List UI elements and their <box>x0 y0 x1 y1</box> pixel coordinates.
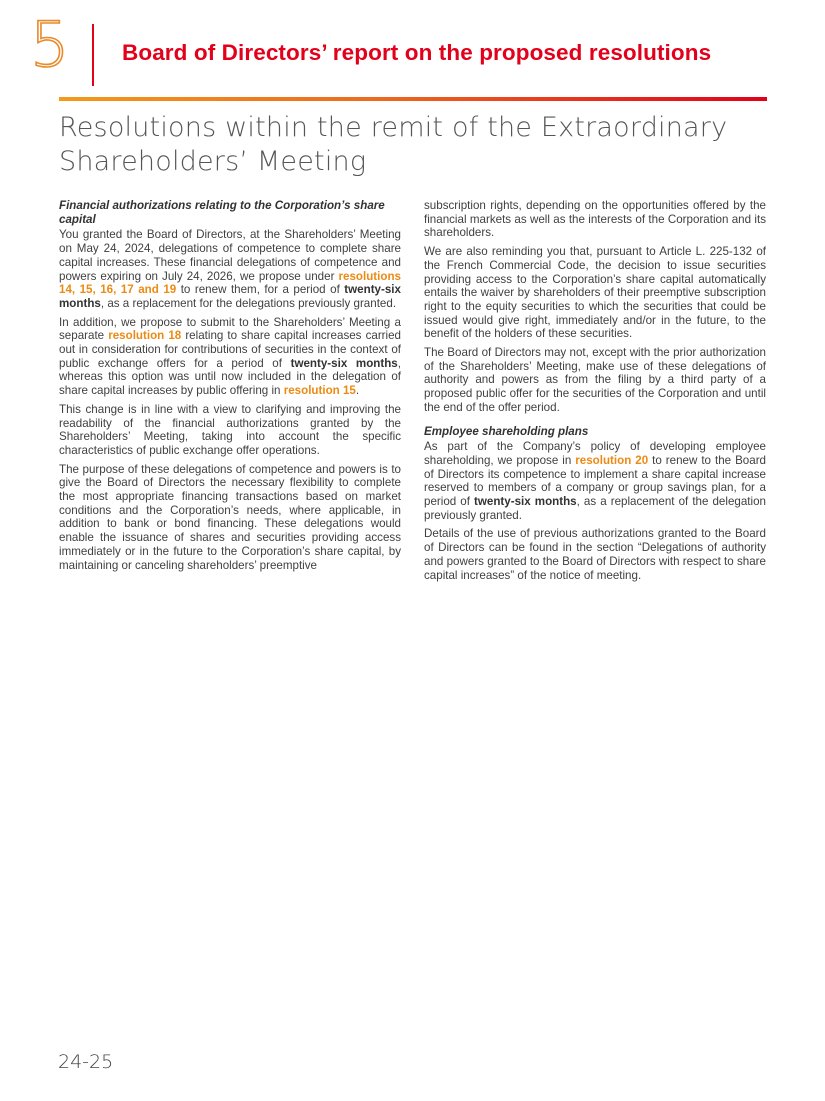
chapter-title: Board of Directors’ report on the proposed resolutions <box>122 40 712 65</box>
text-run: , as a replacement of the delegation previously granted. <box>424 495 766 522</box>
paragraph: subscription rights, depending on the opportunities offered by the financial markets as well as the interests of the Corporation and its shareholders. <box>424 199 766 240</box>
text-run: , as a replacement for the delegations previously granted. <box>100 296 397 310</box>
header-divider <box>92 24 94 86</box>
text-run: As part of the Company’s policy of developing employee shareholding, we propose in <box>424 440 766 467</box>
paragraph: The purpose of these delegations of competence and powers is to give the Board of Directors the necessary flexibility to complete the most appropriate financing transactions based on market conditions and the Corporation’s needs, where applicable, in addition to bank or bond financing. These delegations would enable the issuance of shares and securities providing access immediately or in the future to the Corporation’s share capital, by maintaining or canceling shareholders’ preemptive <box>59 462 401 572</box>
text-run: In addition, we propose to submit to the Shareholders’ Meeting a separate <box>59 315 401 343</box>
paragraph <box>424 440 766 522</box>
paragraph <box>59 316 401 398</box>
paragraph <box>59 228 401 310</box>
page-header <box>0 0 825 104</box>
paragraph: We are also reminding you that, pursuant to Article L. 225-132 of the French Commercial Code, the decision to issue securities providing access to the Corporation’s share capital automatically entails the waiver by shareholders of their preemptive subscription right to the equity securities to which the securities that could be issued would give right, immediately and/or in the future, to the benefit of the holders of these securities. <box>424 245 766 341</box>
bold-term: twenty-six months <box>474 495 577 509</box>
resolution-reference: resolution 20 <box>575 453 649 467</box>
text-run: . <box>355 384 360 398</box>
text-run: , whereas this option was until now included in the delegation of share capital increases by public offering in <box>59 356 401 398</box>
bold-term: twenty-six months <box>59 283 401 310</box>
paragraph: Details of the use of previous authorizations granted to the Board of Directors can be found in the section “Delegations of authority and powers granted to the Board of Directors with respect to share capital increases” of the notice of meeting. <box>424 527 766 582</box>
text-run: to renew to the Board of Directors its competence to implement a share capital increase reserved to members of a company or group savings plan, for a period of <box>424 453 767 509</box>
chapter-number: 5 <box>30 8 70 81</box>
paragraph: The Board of Directors may not, except with the prior authorization of the Shareholders’ Meeting, make use of these delegations of authority and powers as from the filing by a third party of a proposed public offer for the securities of the Corporation and until the end of the offer period. <box>424 346 766 414</box>
page-number: 24-25 <box>58 1051 114 1073</box>
bold-term: twenty-six months <box>290 356 398 370</box>
resolution-reference: resolution 15 <box>283 384 356 398</box>
paragraph: This change is in line with a view to clarifying and improving the readability of the financial authorizations granted by the Shareholders’ Meeting, taking into account the specific characteristics of public exchange offer operations. <box>59 402 401 457</box>
subheading-financial-authorizations: Financial authorizations relating to the Corporation’s share capital <box>59 199 385 226</box>
section-title: Resolutions within the remit of the Extraordinary Shareholders’ Meeting <box>59 112 728 177</box>
resolution-reference: resolution 18 <box>108 329 182 343</box>
header-gradient-rule <box>59 97 767 101</box>
right-column <box>424 199 766 587</box>
text-run: You granted the Board of Directors, at the Shareholders’ Meeting on May 24, 2024, delegations of competence to complete share capital increases. These financial delegations of competence and powers expiring on July 24, 2026, we propose under <box>59 228 401 283</box>
subheading-employee-shareholding: Employee shareholding plans <box>424 424 589 438</box>
text-run: to renew them, for a period of <box>176 283 345 297</box>
left-column <box>59 199 401 577</box>
text-run: relating to share capital increases carried out in consideration for contributions of securities in the context of public exchange offers for a period of <box>59 329 402 370</box>
resolution-reference: resolutions 14, 15, 16, 17 and 19 <box>59 269 401 297</box>
